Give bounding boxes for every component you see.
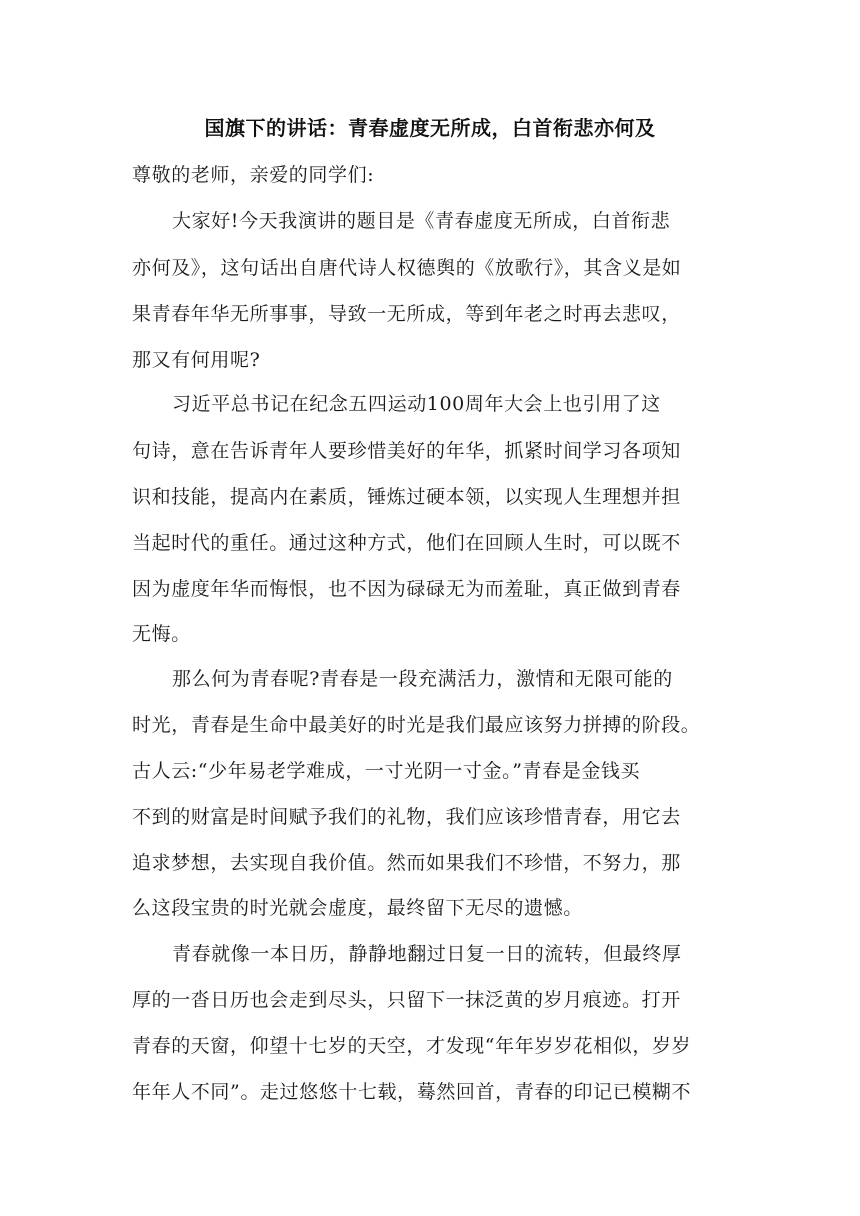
body-line: 因为虚度年华而悔恨，也不因为碌碌无为而羞耻，真正做到青春	[132, 578, 681, 600]
body-line: 当起时代的重任。通过这种方式，他们在回顾人生时，可以既不	[132, 532, 681, 554]
body-line: 那又有何用呢?	[132, 349, 261, 371]
body-line: 厚的一沓日历也会走到尽头，只留下一抹泛黄的岁月痕迹。打开	[132, 989, 681, 1011]
body-line: 无悔。	[132, 623, 191, 645]
body-line: 那么何为青春呢?青春是一段充满活力，激情和无限可能的	[172, 668, 673, 690]
body-line: 句诗，意在告诉青年人要珍惜美好的年华，抓紧时间学习各项知	[132, 440, 681, 462]
body-line: 古人云:“少年易老学难成，一寸光阴一寸金。”青春是金钱买	[132, 760, 641, 782]
body-line: 不到的财富是时间赋予我们的礼物，我们应该珍惜青春，用它去	[132, 806, 681, 828]
body-line: 大家好!今天我演讲的题目是《青春虚度无所成，白首衔悲	[172, 210, 671, 232]
body-line: 追求梦想，去实现自我价值。然而如果我们不珍惜，不努力，那	[132, 852, 681, 874]
body-line: 年年人不同”。走过悠悠十七载，蓦然回首，青春的印记已模糊不	[132, 1081, 692, 1103]
body-line: 时光，青春是生命中最美好的时光是我们最应该努力拼搏的阶段。	[132, 714, 701, 736]
body-line: 青春的天窗，仰望十七岁的天空，才发现“年年岁岁花相似，岁岁	[132, 1035, 692, 1057]
body-line: 识和技能，提高内在素质，锤炼过硬本领，以实现人生理想并担	[132, 486, 681, 508]
body-line: 亦何及》，这句话出自唐代诗人权德舆的《放歌行》，其含义是如	[132, 257, 682, 279]
body-line: 习近平总书记在纪念五四运动100周年大会上也引用了这	[172, 393, 661, 415]
body-line: 么这段宝贵的时光就会虚度，最终留下无尽的遗憾。	[132, 897, 583, 919]
document-title: 国旗下的讲话：青春虚度无所成，白首衔悲亦何及	[204, 116, 656, 140]
body-line: 青春就像一本日历，静静地翻过日复一日的流转，但最终厚	[172, 943, 682, 965]
salutation-line: 尊敬的老师，亲爱的同学们:	[132, 164, 375, 186]
body-line: 果青春年华无所事事，导致一无所成，等到年老之时再去悲叹，	[132, 303, 681, 325]
